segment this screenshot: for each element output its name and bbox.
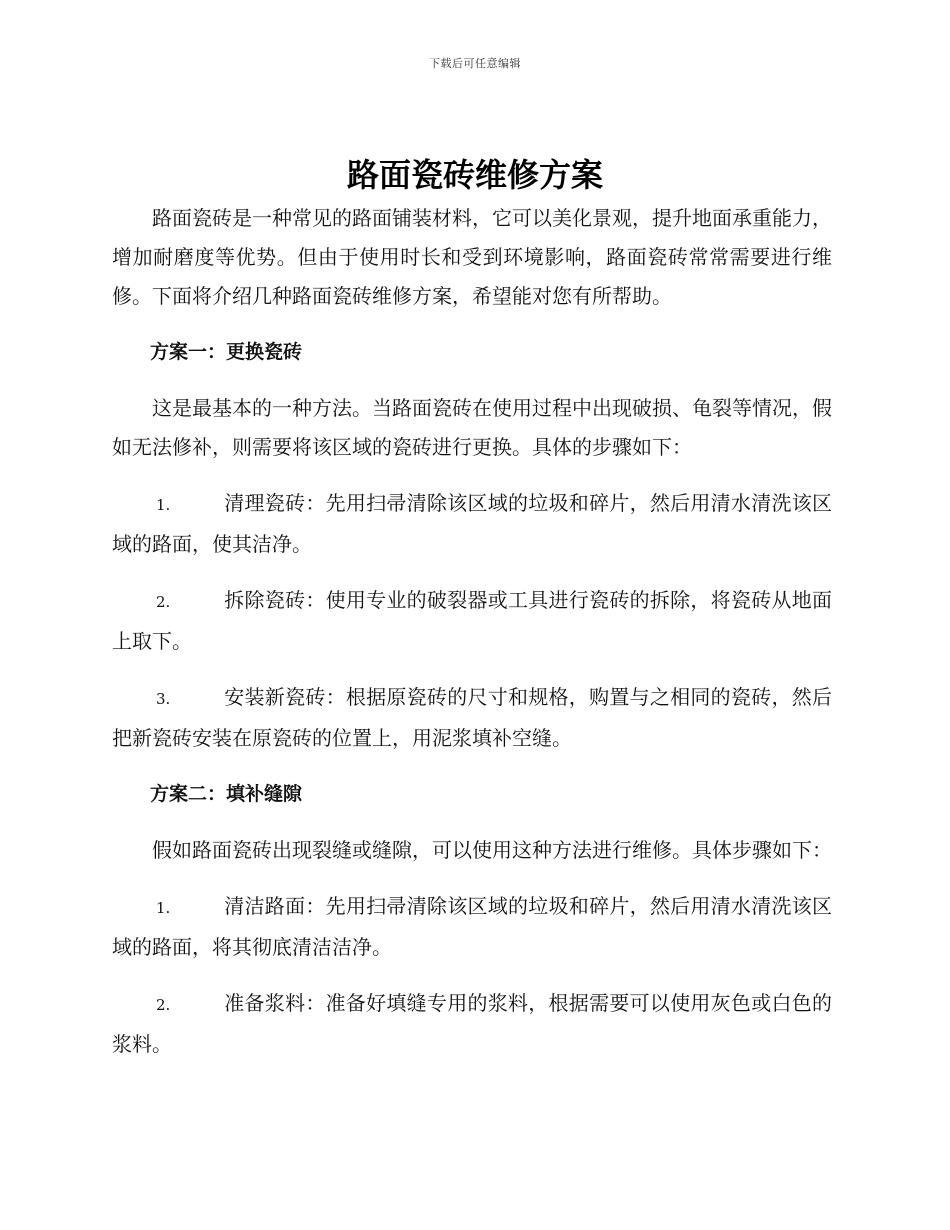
step-number: 1. [156, 899, 171, 917]
section-2-step-1 [112, 887, 832, 967]
document-title: 路面瓷砖维修方案 [346, 156, 603, 194]
section-2-step-2 [112, 984, 832, 1064]
step-number: 3. [156, 690, 171, 708]
section-heading-2: 方案二：填补缝隙 [150, 783, 303, 805]
section-1-step-3 [112, 678, 832, 758]
intro-paragraph: 路面瓷砖是一种常见的路面铺装材料，它可以美化景观，提升地面承重能力，增加耐磨度等优势。但由于使用时长和受到环境影响，路面瓷砖常常需要进行维修。下面将介绍几种路面瓷砖维修方案，希望能对您有所帮助。 [112, 206, 832, 308]
step-text: 安装新瓷砖：根据原瓷砖的尺寸和规格，购置与之相同的瓷砖，然后把新瓷砖安装在原瓷砖的位置上，用泥浆填补空缝。 [112, 685, 832, 750]
header-note: 下载后可任意编辑 [429, 57, 521, 70]
step-text: 拆除瓷砖：使用专业的破裂器或工具进行瓷砖的拆除，将瓷砖从地面上取下。 [112, 588, 832, 653]
document-body [112, 199, 832, 1064]
step-number: 2. [156, 996, 171, 1014]
step-text: 清洁路面：先用扫帚清除该区域的垃圾和碎片，然后用清水清洗该区域的路面，将其彻底清洁洁净。 [112, 894, 832, 959]
section-heading-1: 方案一：更换瓷砖 [150, 341, 303, 363]
section-1-step-1 [112, 484, 832, 564]
section-1-step-2 [112, 581, 832, 661]
step-number: 2. [156, 593, 171, 611]
section-2-body: 假如路面瓷砖出现裂缝或缝隙，可以使用这种方法进行维修。具体步骤如下： [152, 838, 832, 862]
section-1-body: 这是最基本的一种方法。当路面瓷砖在使用过程中出现破损、龟裂等情况，假如无法修补，则需要将该区域的瓷砖进行更换。具体的步骤如下： [112, 396, 832, 459]
step-number: 1. [156, 496, 171, 514]
step-text: 准备浆料：准备好填缝专用的浆料，根据需要可以使用灰色或白色的浆料。 [112, 991, 832, 1056]
step-text: 清理瓷砖：先用扫帚清除该区域的垃圾和碎片，然后用清水清洗该区域的路面，使其洁净。 [112, 491, 832, 556]
